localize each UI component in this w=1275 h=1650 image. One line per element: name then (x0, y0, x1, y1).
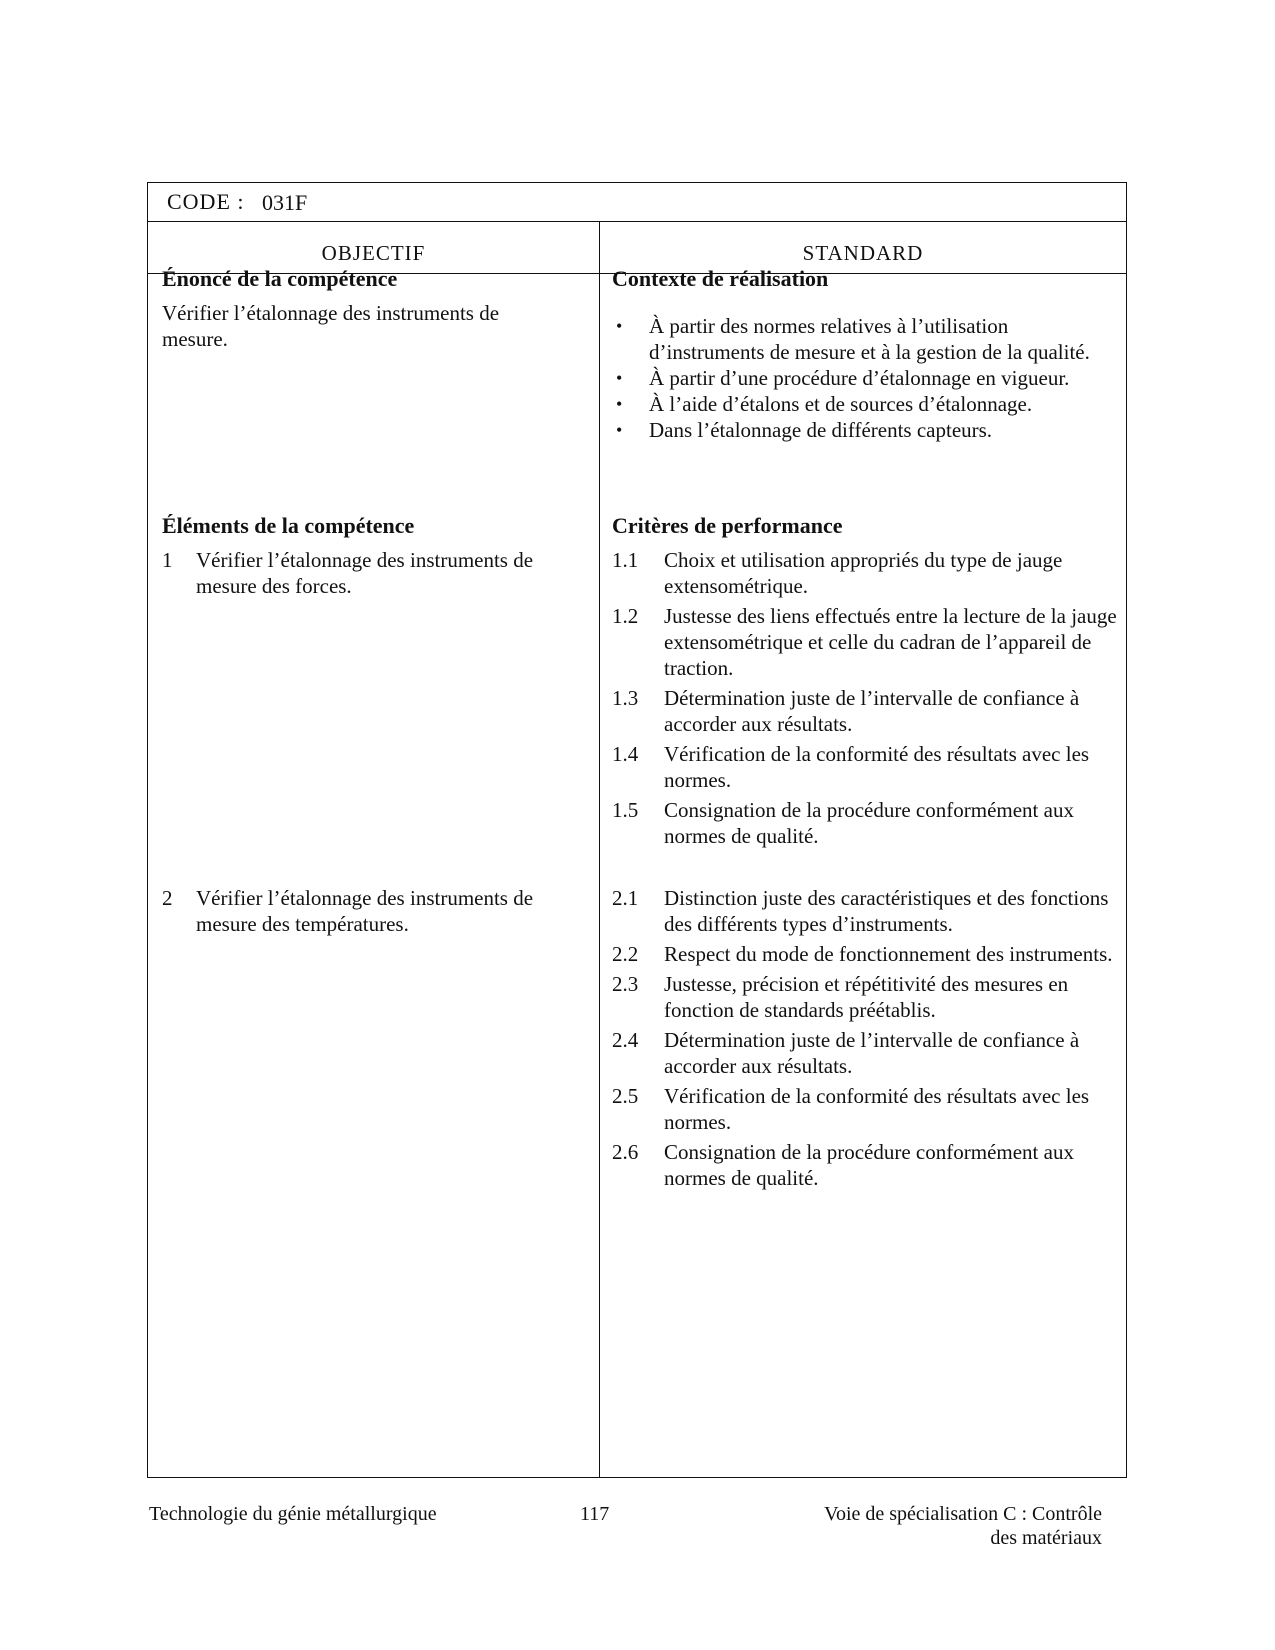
critere-text: Vérification de la conformité des résultats avec les normes. (664, 742, 1090, 792)
enonce-title: Énoncé de la compétence (162, 266, 398, 291)
contexte-list (612, 313, 1112, 443)
footer-page-number: 117 (580, 1503, 610, 1525)
code-label: CODE : (167, 189, 245, 214)
critere-number: 1.1 (612, 548, 639, 572)
element-item-1 (162, 547, 582, 599)
code-row (148, 183, 1126, 222)
critere-item (612, 971, 1122, 1023)
critere-text: Consignation de la procédure conformément aux normes de qualité. (664, 1140, 1074, 1190)
critere-number: 2.6 (612, 1140, 639, 1164)
critere-text: Respect du mode de fonctionnement des instruments. (664, 942, 1113, 966)
critere-item (612, 741, 1122, 793)
critere-number: 2.3 (612, 972, 639, 996)
critere-item (612, 685, 1122, 737)
code-value: 031F (262, 190, 308, 215)
critere-text: Vérification de la conformité des résultats avec les normes. (664, 1084, 1090, 1134)
competency-table (147, 182, 1127, 1478)
element-number: 2 (162, 886, 173, 910)
element-text: Vérifier l’étalonnage des instruments de mesure des forces. (196, 548, 534, 598)
standard-header: STANDARD (802, 241, 924, 265)
critere-number: 1.5 (612, 798, 639, 822)
element-number: 1 (162, 548, 173, 572)
critere-text: Choix et utilisation appropriés du type de jauge extensométrique. (664, 548, 1063, 598)
critere-item (612, 885, 1122, 937)
element-text: Vérifier l’étalonnage des instruments de mesure des températures. (196, 886, 534, 936)
contexte-item: • À partir d’une procédure d’étalonnage en vigueur. (612, 365, 1112, 391)
contexte-item: • À l’aide d’étalons et de sources d’étalonnage. (612, 391, 1112, 417)
footer-program: Technologie du génie métallurgique (149, 1503, 437, 1525)
contexte-item: • À partir des normes relatives à l’utilisation d’instruments de mesure et à la gestion de la qualité. (612, 313, 1112, 365)
critere-item (612, 1139, 1122, 1191)
critere-item (612, 603, 1122, 681)
critere-number: 2.1 (612, 886, 639, 910)
element-item-2 (162, 885, 582, 937)
critere-item (612, 941, 1122, 967)
criteres-title: Critères de performance (612, 513, 843, 538)
critere-number: 2.4 (612, 1028, 639, 1052)
contexte-item: • Dans l’étalonnage de différents capteurs. (612, 417, 1112, 443)
criteres-group-1 (612, 547, 1122, 853)
critere-text: Consignation de la procédure conformément aux normes de qualité. (664, 798, 1074, 848)
critere-text: Justesse des liens effectués entre la lecture de la jauge extensométrique et celle du cadran de l’appareil de traction. (664, 604, 1117, 680)
column-divider (599, 221, 600, 1477)
critere-item (612, 547, 1122, 599)
critere-text: Justesse, précision et répétitivité des mesures en fonction de standards préétablis. (664, 972, 1069, 1022)
critere-item (612, 1027, 1122, 1079)
critere-number: 1.2 (612, 604, 639, 628)
critere-number: 2.5 (612, 1084, 639, 1108)
critere-number: 2.2 (612, 942, 639, 966)
critere-item (612, 797, 1122, 849)
critere-text: Distinction juste des caractéristiques et des fonctions des différents types d’instruments. (664, 886, 1109, 936)
critere-number: 1.3 (612, 686, 639, 710)
critere-text: Détermination juste de l’intervalle de confiance à accorder aux résultats. (664, 1028, 1080, 1078)
elements-title: Éléments de la compétence (162, 513, 415, 538)
contexte-title: Contexte de réalisation (612, 266, 829, 291)
enonce-text: Vérifier l’étalonnage des instruments de mesure. (162, 301, 500, 351)
critere-text: Détermination juste de l’intervalle de confiance à accorder aux résultats. (664, 686, 1080, 736)
critere-item (612, 1083, 1122, 1135)
criteres-group-2 (612, 885, 1122, 1195)
objectif-header: OBJECTIF (321, 241, 426, 265)
critere-number: 1.4 (612, 742, 639, 766)
footer-specialisation: Voie de spécialisation C : Contrôle des matériaux (824, 1503, 1102, 1549)
